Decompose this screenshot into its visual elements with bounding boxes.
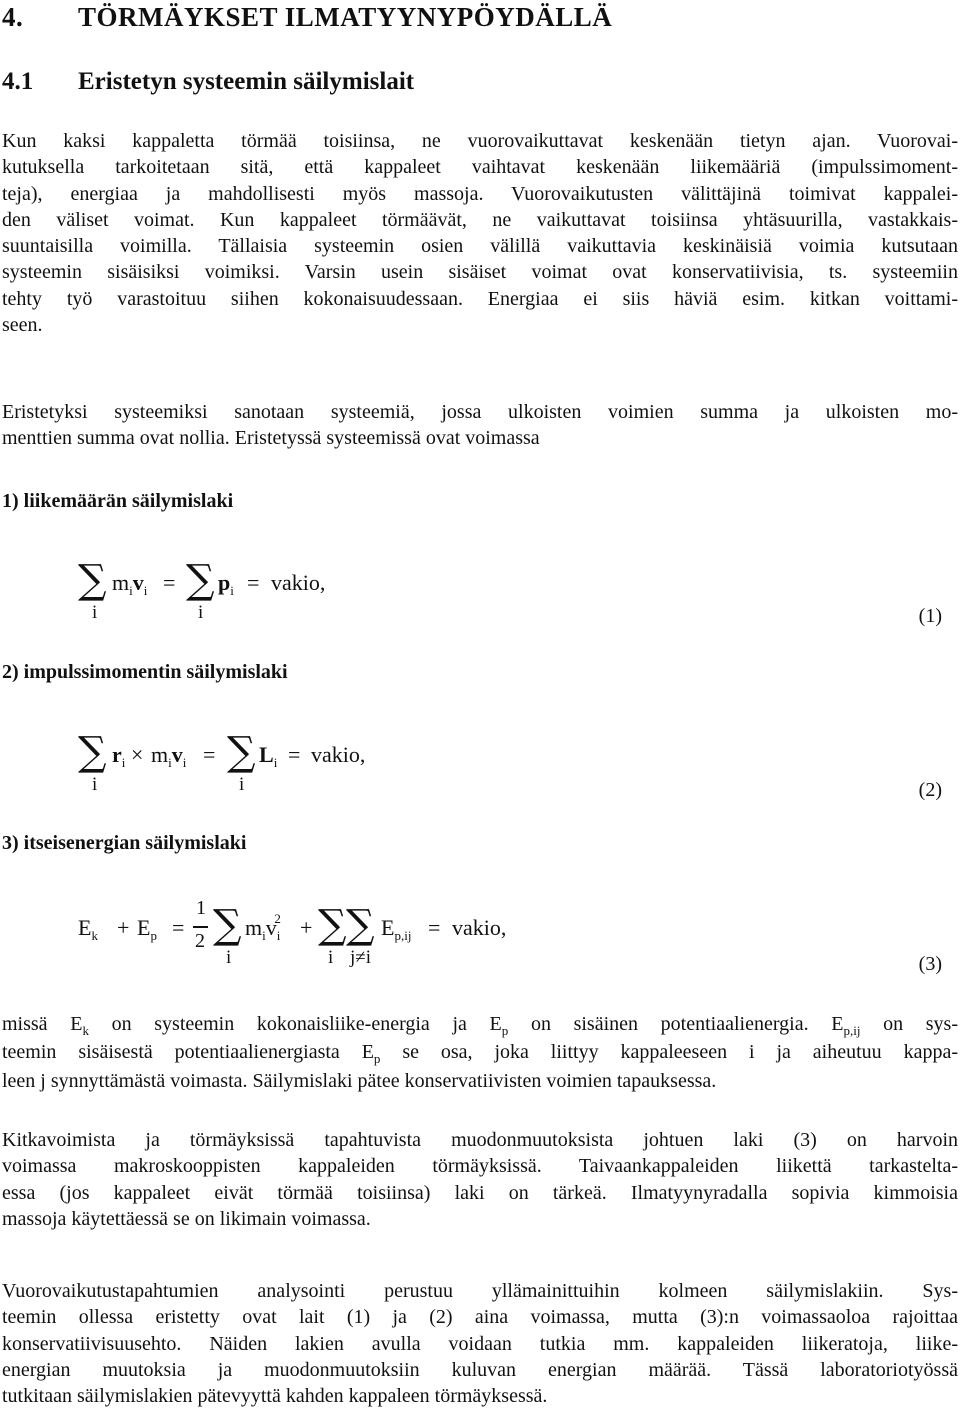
sum-index: j≠i <box>350 947 371 968</box>
law1-heading: 1) liikemäärän säilymislaki <box>2 490 234 512</box>
sum-index: i <box>239 774 245 795</box>
section-title: Eristetyn systeemin säilymislait <box>78 68 415 95</box>
sum-symbol: ∑ <box>186 557 215 603</box>
equals-sign: = <box>428 915 441 940</box>
cross-product-sign: × <box>131 742 144 767</box>
sum-index: i <box>226 947 232 968</box>
paragraph-line: voimassa makroskooppisten kappaleiden törmäyksissä. Taivaankappaleiden liikettä tarkastelta- <box>2 1155 958 1178</box>
paragraph-intro <box>2 128 958 338</box>
eq3-potential: $E_p$ <box>137 915 157 943</box>
equation-3 <box>0 895 960 980</box>
section-heading <box>2 68 414 96</box>
paragraph-line: konservatiivisuusehto. Näiden lakien avulla voidaan tutkia mm. kappaleiden liikeratoja, liike- <box>2 1332 958 1355</box>
chapter-number: 4. <box>2 2 24 32</box>
paragraph-line: Vuorovaikutustapahtumien analysointi perustuu yllämainittuihin kolmeen säilymislakiin. Sys- <box>2 1280 958 1302</box>
paragraph-line: missä $E_k$ on systeemin kokonaisliike-energia ja $E_p$ on sisäinen potentiaalienergia. $E_{p,ij}$ on sys- <box>2 1013 958 1038</box>
sum-symbol: ∑ <box>213 902 242 948</box>
chapter-title: TÖRMÄYKSET ILMATYYNYPÖYDÄLLÄ <box>78 2 613 32</box>
law2-heading: 2) impulssimomentin säilymislaki <box>2 661 288 683</box>
paragraph-line: Kun kaksi kappaletta törmää toisiinsa, ne vuorovaikuttavat keskenään tietyn ajan. Vuorovai- <box>2 130 958 152</box>
sum-symbol: ∑ <box>346 902 375 948</box>
paragraph-line: essa (jos kappaleet eivät törmää toisiinsa) laki on tärkeä. Ilmatyynyradalla sopivia kimmoisia <box>2 1181 958 1204</box>
eq1-constant: vakio, <box>271 570 326 595</box>
sum-symbol: ∑ <box>78 729 107 775</box>
eq3-pair-potential: $E_{p,ij}$ <box>381 915 412 943</box>
paragraph-line: teemin sisäisestä potentiaalienergiasta $E_p$ se osa, joka liittyy kappaleeseen i ja aiheutuu kappa- <box>2 1041 958 1067</box>
eq2-position: $r_i$ <box>112 742 126 770</box>
equals-sign: = <box>288 742 301 767</box>
paragraph-line: seen. <box>2 314 43 337</box>
sum-index: i <box>328 947 334 968</box>
sum-symbol: ∑ <box>318 902 347 948</box>
eq3-kinetic-term: $m_iv_i^2$ <box>245 911 281 943</box>
equals-sign: = <box>172 915 185 940</box>
eq2-constant: vakio, <box>311 742 366 767</box>
paragraph-line: tutkitaan säilymislakien pätevyyttä kahden kappaleen törmäyksessä. <box>2 1385 548 1408</box>
fraction-denominator: 2 <box>195 930 205 952</box>
paragraph-line: Eristetyksi systeemiksi sanotaan systeemiä, jossa ulkoisten voimien summa ja ulkoisten mo- <box>2 401 958 423</box>
equation-2 <box>0 727 960 807</box>
paragraph-line: teja), energiaa ja mahdollisesti myös massoja. Vuorovaikutusten välittäjinä toimivat kappalei- <box>2 182 958 205</box>
paragraph-analysis <box>2 1278 958 1409</box>
paragraph-line: energian muutoksia ja muodonmuutoksiin kuluvan energian määrää. Tässä laboratoriotyössä <box>2 1358 958 1381</box>
paragraph-line: Kitkavoimista ja törmäyksissä tapahtuvista muodonmuutoksista johtuen laki (3) on harvoin <box>2 1129 958 1151</box>
equation-number: (1) <box>918 605 942 627</box>
paragraph-energy-terms <box>2 1011 958 1094</box>
equals-sign: = <box>247 570 260 595</box>
paragraph-line: den väliset voimat. Kun kappaleet törmäävät, ne vaikuttavat toisiinsa yhtäsuurilla, vastakkais- <box>2 208 958 231</box>
eq3-constant: vakio, <box>452 915 507 940</box>
chapter-heading <box>2 2 612 33</box>
paragraph-line: teemin ollessa eristetty ovat lait (1) ja (2) aina voimassa, mutta (3):n voimassaoloa rajoittaa <box>2 1306 958 1329</box>
plus-sign: + <box>300 915 313 940</box>
plus-sign: + <box>117 915 130 940</box>
eq1-lhs: $m_iv_i$ <box>112 570 148 598</box>
paragraph-friction <box>2 1127 958 1232</box>
paragraph-line: tehty työ varastoituu siihen kokonaisuudessaan. Energiaa ei siis häviä esim. kitkan voittami- <box>2 287 958 310</box>
eq1-momentum: $p_i$ <box>218 570 234 598</box>
equals-sign: = <box>163 570 176 595</box>
sum-index: i <box>92 602 98 623</box>
fraction-bar <box>193 926 208 928</box>
eq2-angular-momentum: $L_i$ <box>259 742 278 770</box>
paragraph-line: massoja käytettäessä se on likimain voimassa. <box>2 1207 371 1230</box>
law3-heading: 3) itseisenergian säilymislaki <box>2 832 247 854</box>
sum-symbol: ∑ <box>78 557 107 603</box>
equation-number: (2) <box>918 779 942 801</box>
equation-number: (3) <box>918 953 942 975</box>
section-number: 4.1 <box>2 68 34 95</box>
eq3-kinetic: $E_k$ <box>78 915 98 943</box>
eq2-momentum: $m_iv_i$ <box>151 742 187 770</box>
paragraph-line: menttien summa ovat nollia. Eristetyssä systeemissä ovat voimassa <box>2 427 540 450</box>
sum-index: i <box>92 774 98 795</box>
paragraph-line: kutuksella tarkoitetaan sitä, että kappaleet vaihtavat keskenään liikemääriä (impulssimoment- <box>2 156 958 179</box>
paragraph-line: systeemin sisäisiksi voimiksi. Varsin usein sisäiset voimat ovat konservatiivisia, ts. systeemiin <box>2 261 958 284</box>
paragraph-line: suuntaisilla voimilla. Tällaisia systeemin osien välillä vaikuttavia keskinäisiä voimia kutsutaan <box>2 235 958 258</box>
paragraph-isolated-system <box>2 399 958 452</box>
sum-symbol: ∑ <box>227 729 256 775</box>
equals-sign: = <box>203 742 216 767</box>
sum-index: i <box>198 602 204 623</box>
fraction-numerator: 1 <box>196 897 206 919</box>
equation-1 <box>0 555 960 635</box>
paragraph-line: leen j synnyttämästä voimasta. Säilymislaki pätee konservatiivisten voimien tapauksessa. <box>2 1069 717 1092</box>
